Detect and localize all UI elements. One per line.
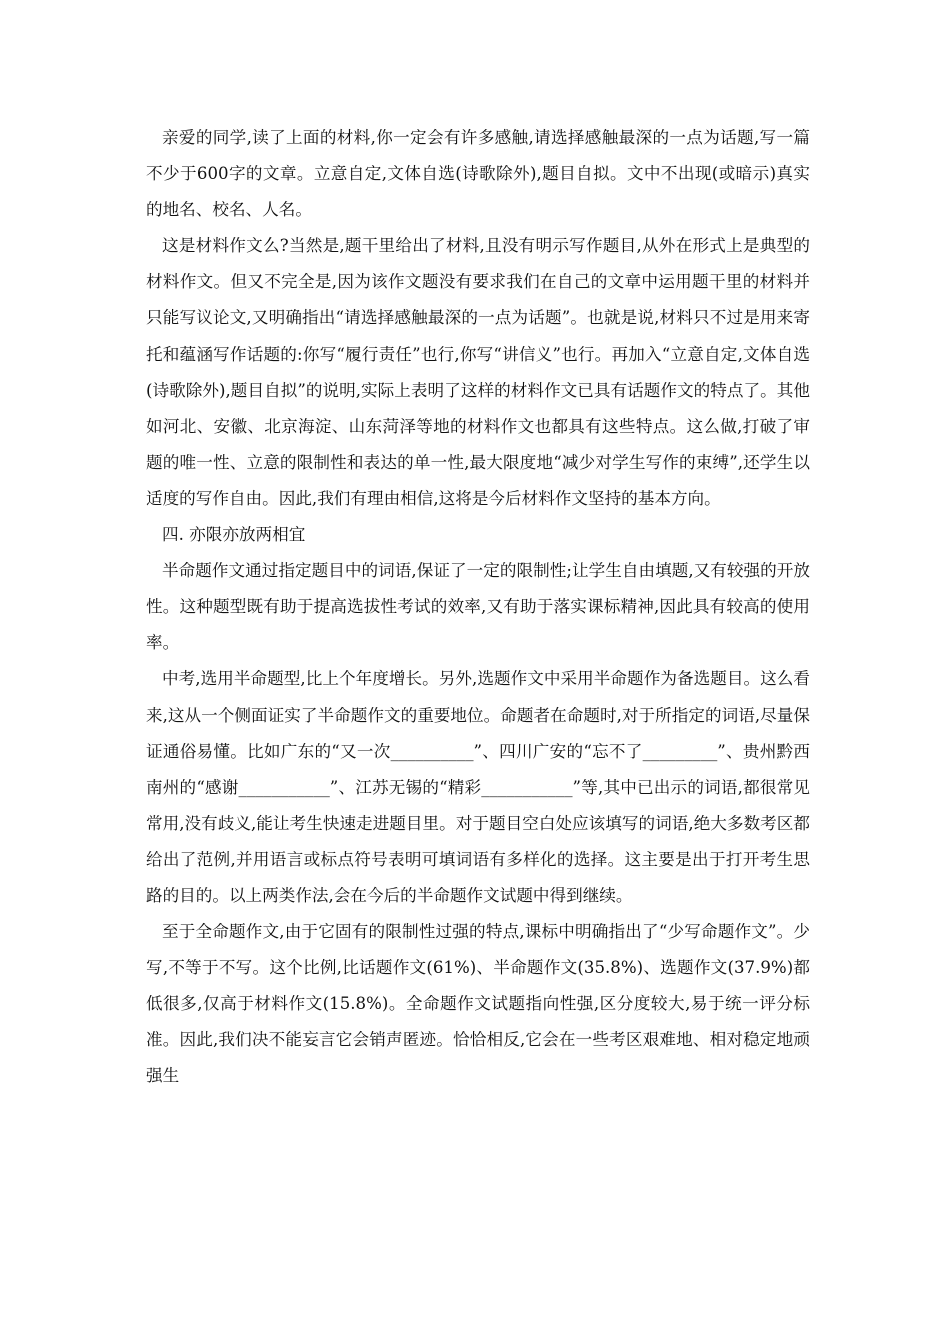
paragraph-half-title-examples: 中考,选用半命题型,比上个年度增长。另外,选题作文中采用半命题作为备选题目。这么看来,这从一个侧面证实了半命题作文的重要地位。命题者在命题时,对于所指定的词语,尽量保证通俗易懂。比如广东的“又一次__________”、四川广安的“忘不了_________”、贵州黔西南州的“感谢___________”、江苏无锡的“精彩___________”等,其中已出示的词语,都很常见常用,没有歧义,能让考生快速走进题目里。对于题目空白处应该填写的词语,绝大多数考区都给出了范例,并用语言或标点符号表明可填词语有多样化的选择。这主要是出于打开考生思路的目的。以上两类作法,会在今后的半命题作文试题中得到继续。 [146, 669, 810, 905]
paragraph-full-title: 至于全命题作文,由于它固有的限制性过强的特点,课标中明确指出了“少写命题作文”。少写,不等于不写。这个比例,比话题作文(61%)、半命题作文(35.8%)、选题作文(37.9%)都低很多,仅高于材料作文(15.8%)。全命题作文试题指向性强,区分度较大,易于统一评分标准。因此,我们决不能妄言它会销声匿迹。恰恰相反,它会在一些考区艰难地、相对稳定地顽强生 [146, 922, 810, 1086]
document-page [146, 120, 810, 1095]
paragraph-prompt: 亲爱的同学,读了上面的材料,你一定会有许多感触,请选择感触最深的一点为话题,写一篇不少于600字的文章。立意自定,文体自选(诗歌除外),题目自拟。文中不出现(或暗示)真实的地名、校名、人名。 [146, 128, 810, 220]
paragraph-material-essay: 这是材料作文么?当然是,题干里给出了材料,且没有明示写作题目,从外在形式上是典型的材料作文。但又不完全是,因为该作文题没有要求我们在自己的文章中运用题干里的材料并只能写议论文,又明确指出“请选择感触最深的一点为话题”。也就是说,材料只不过是用来寄托和蕴涵写作话题的:你写“履行责任”也行,你写“讲信义”也行。再加入“立意自定,文体自选(诗歌除外),题目自拟”的说明,实际上表明了这样的材料作文已具有话题作文的特点了。其他如河北、安徽、北京海淀、山东菏泽等地的材料作文也都具有这些特点。这么做,打破了审题的唯一性、立意的限制性和表达的单一性,最大限度地“减少对学生写作的束缚”,还学生以适度的写作自由。因此,我们有理由相信,这将是今后材料作文坚持的基本方向。 [146, 236, 810, 508]
paragraph-half-title-intro: 半命题作文通过指定题目中的词语,保证了一定的限制性;让学生自由填题,又有较强的开放性。这种题型既有助于提高选拔性考试的效率,又有助于落实课标精神,因此具有较高的使用率。 [146, 561, 810, 653]
section-heading: 四. 亦限亦放两相宜 [162, 525, 306, 545]
